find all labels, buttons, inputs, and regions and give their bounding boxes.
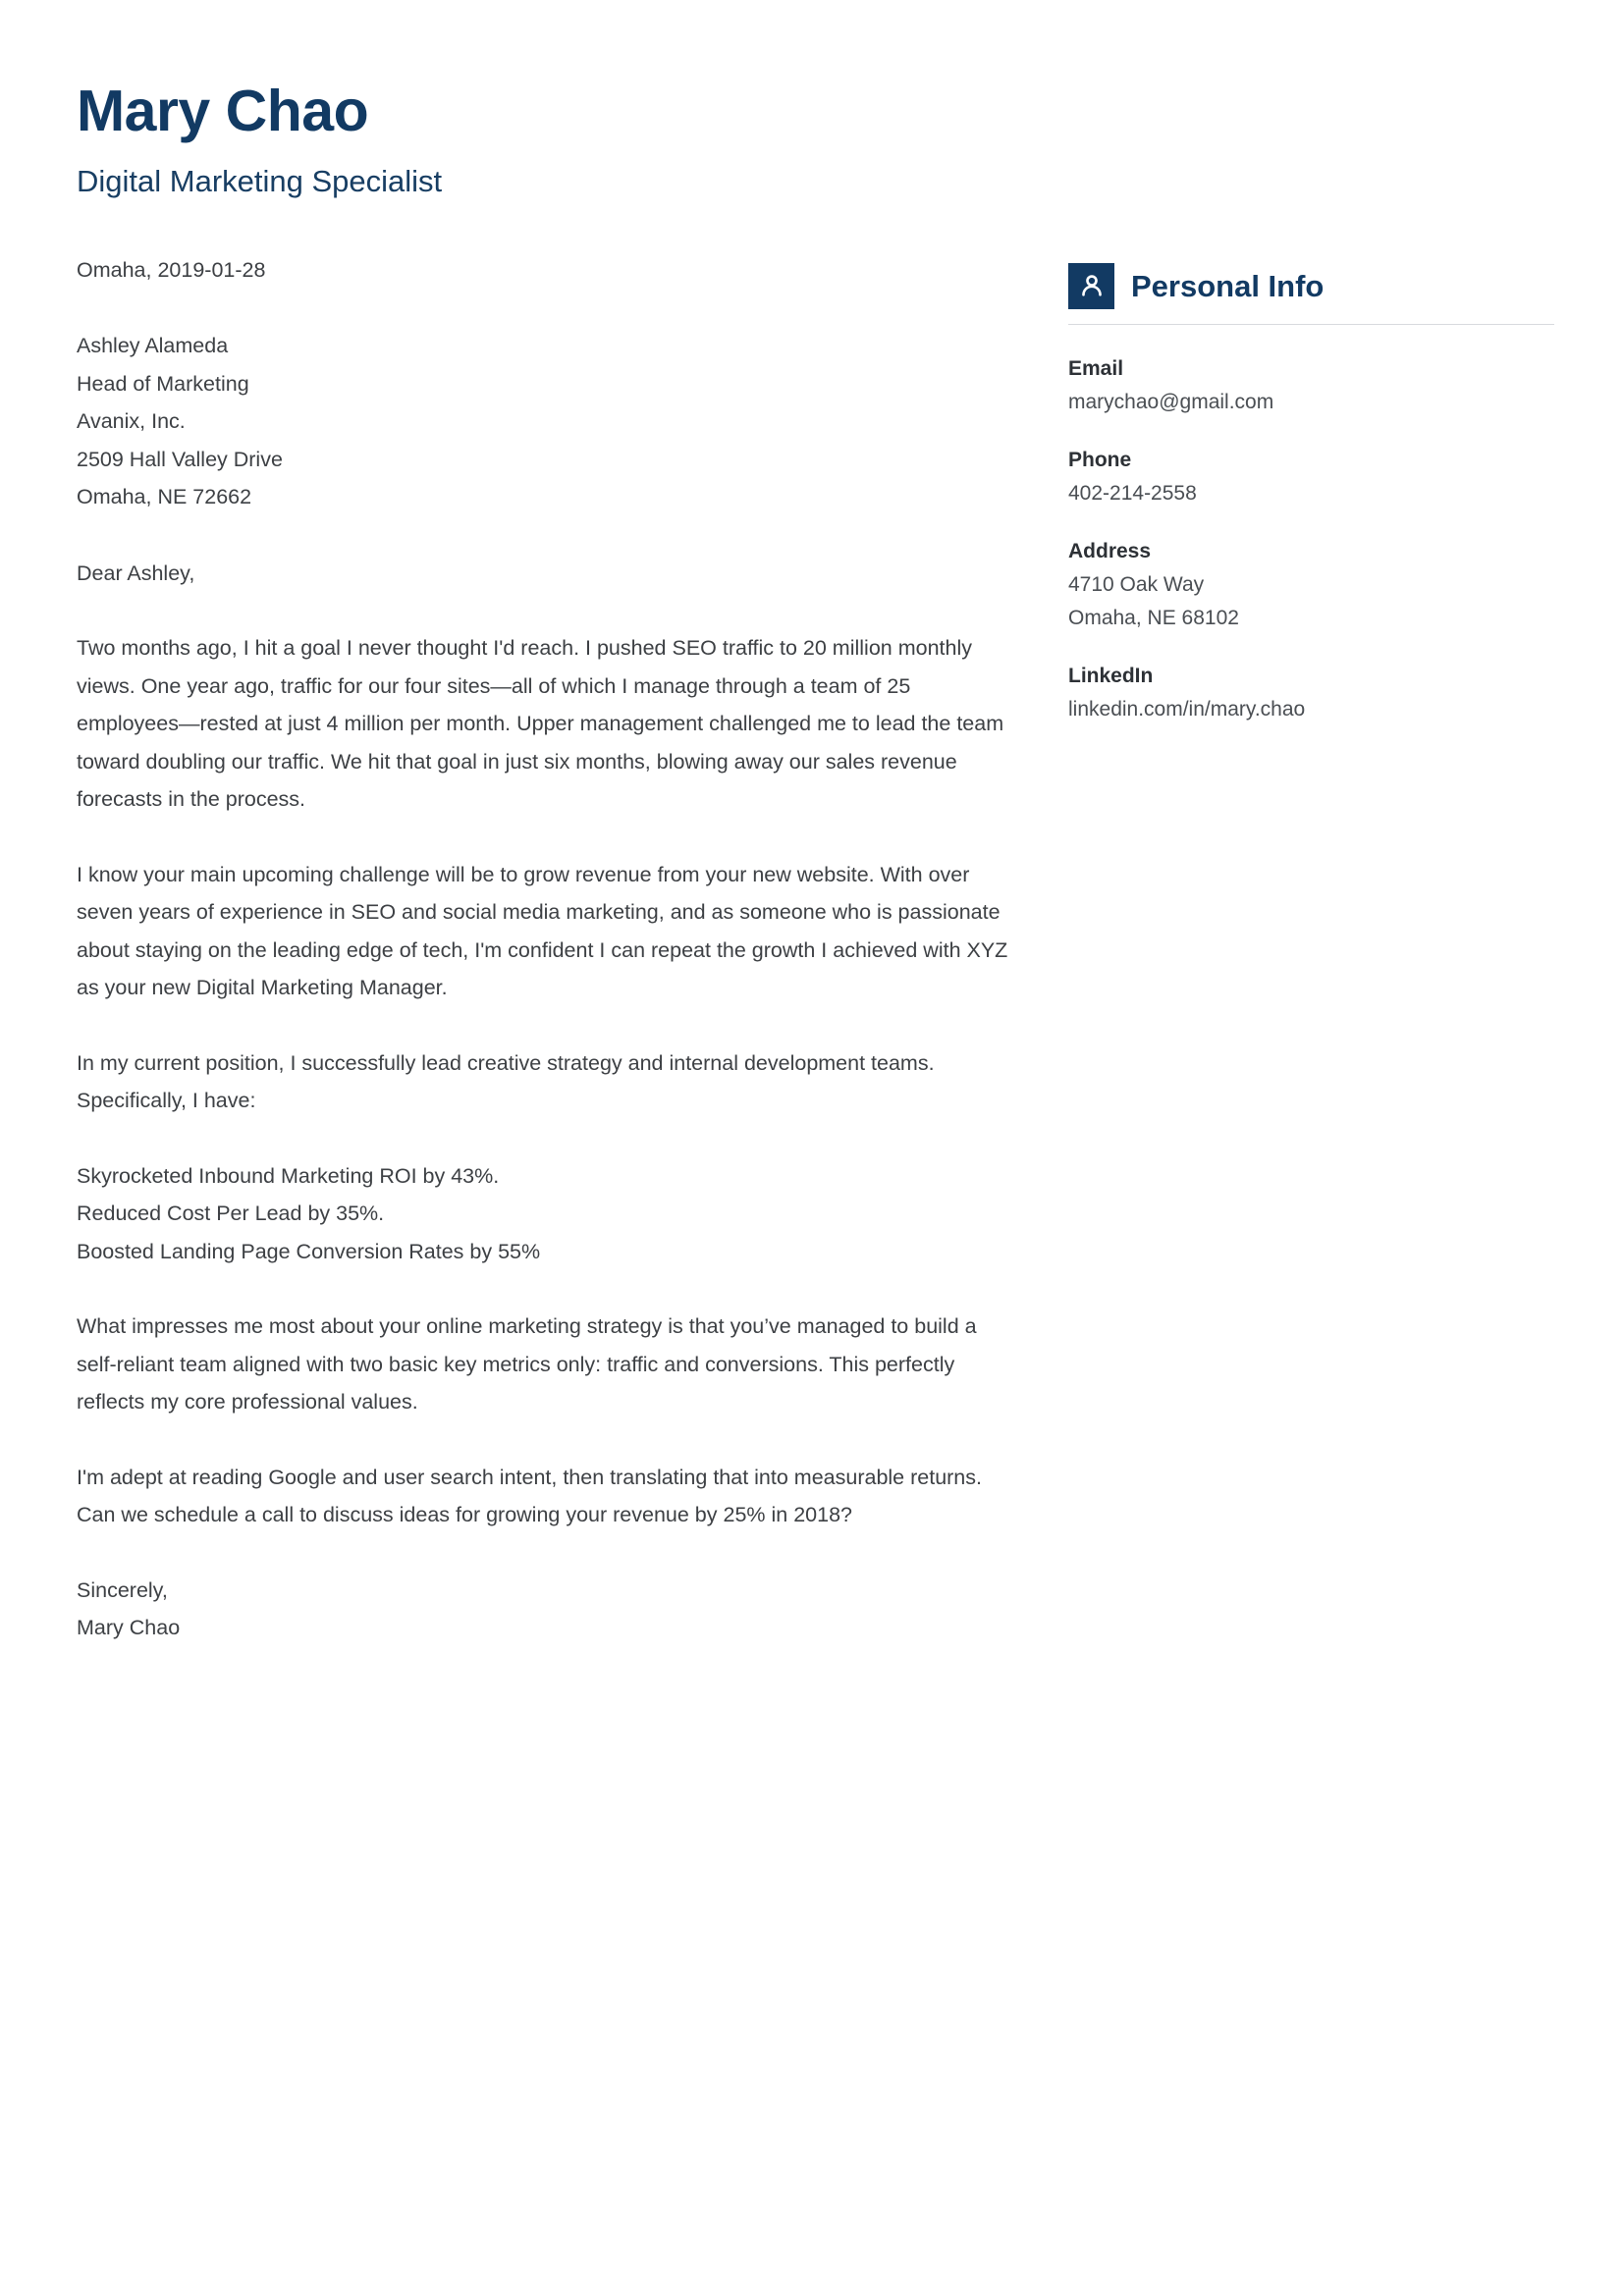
info-value-line: 4710 Oak Way xyxy=(1068,572,1205,596)
info-value xyxy=(1068,386,1554,419)
signature-name: Mary Chao xyxy=(77,1616,181,1640)
closing-line: Sincerely, xyxy=(77,1577,168,1602)
body-paragraph-4: What impresses me most about your online marketing strategy is that you’ve managed to build a self-reliant team aligned with two basic key metrics only: traffic and conversions. This perfectly reflects my core professional values. xyxy=(77,1314,977,1415)
recipient-line: Head of Marketing xyxy=(77,371,249,396)
achievement-item: Reduced Cost Per Lead by 35%. xyxy=(77,1201,385,1226)
personal-info-sidebar xyxy=(1068,251,1554,726)
recipient-line: Ashley Alameda xyxy=(77,334,229,358)
signature-block xyxy=(77,1572,1009,1647)
info-item-linkedin xyxy=(1068,660,1554,726)
achievements-list xyxy=(77,1157,1009,1271)
recipient-line: 2509 Hall Valley Drive xyxy=(77,447,283,471)
body-paragraph-5: I'm adept at reading Google and user search intent, then translating that into measurable returns. Can we schedule a call to discuss ideas for growing your revenue by 25% in 2018? xyxy=(77,1465,982,1527)
info-value xyxy=(1068,693,1554,726)
achievement-item: Skyrocketed Inbound Marketing ROI by 43%. xyxy=(77,1163,500,1188)
person-icon xyxy=(1068,263,1114,309)
info-label: LinkedIn xyxy=(1068,664,1154,687)
personal-info-title: Personal Info xyxy=(1131,268,1325,303)
applicant-job-title: Digital Marketing Specialist xyxy=(77,163,443,198)
achievement-item: Boosted Landing Page Conversion Rates by 55% xyxy=(77,1239,541,1263)
body-paragraph-1: Two months ago, I hit a goal I never thought I'd reach. I pushed SEO traffic to 20 million monthly views. One year ago, traffic for our four sites—all of which I manage through a team of 25 employees—rested at just 4 million per month. Upper management challenged me to lead the team toward doubling our traffic. We hit that goal in just six months, blowing away our sales revenue forecasts in the process. xyxy=(77,636,1004,812)
salutation: Dear Ashley, xyxy=(77,561,195,585)
info-item-phone xyxy=(1068,444,1554,510)
personal-info-header xyxy=(1068,263,1554,325)
letter-body-column xyxy=(77,251,1068,1647)
date-line: Omaha, 2019-01-28 xyxy=(77,257,266,282)
info-item-email xyxy=(1068,352,1554,419)
info-value-line: linkedin.com/in/mary.chao xyxy=(1068,697,1306,721)
recipient-address-block xyxy=(77,327,1009,516)
info-value-line: marychao@gmail.com xyxy=(1068,390,1274,413)
info-label: Phone xyxy=(1068,448,1132,471)
recipient-line: Omaha, NE 72662 xyxy=(77,485,252,509)
info-item-address xyxy=(1068,535,1554,635)
letter-header xyxy=(0,0,1623,199)
info-value-line: 402-214-2558 xyxy=(1068,481,1197,505)
body-paragraph-3: In my current position, I successfully lead creative strategy and internal development teams. Specifically, I have: xyxy=(77,1050,935,1113)
content-columns xyxy=(0,251,1623,1647)
body-paragraph-2: I know your main upcoming challenge will be to grow revenue from your new website. With over seven years of experience in SEO and social media marketing, and as someone who is passionate about staying on the leading edge of tech, I'm confident I can repeat the growth I achieved with XYZ as your new Digital Marketing Manager. xyxy=(77,862,1008,1000)
info-value xyxy=(1068,568,1554,635)
info-label: Email xyxy=(1068,356,1124,380)
recipient-line: Avanix, Inc. xyxy=(77,409,186,434)
info-value-line: Omaha, NE 68102 xyxy=(1068,606,1239,629)
info-value xyxy=(1068,477,1554,510)
info-label: Address xyxy=(1068,539,1152,562)
applicant-name: Mary Chao xyxy=(77,79,369,143)
